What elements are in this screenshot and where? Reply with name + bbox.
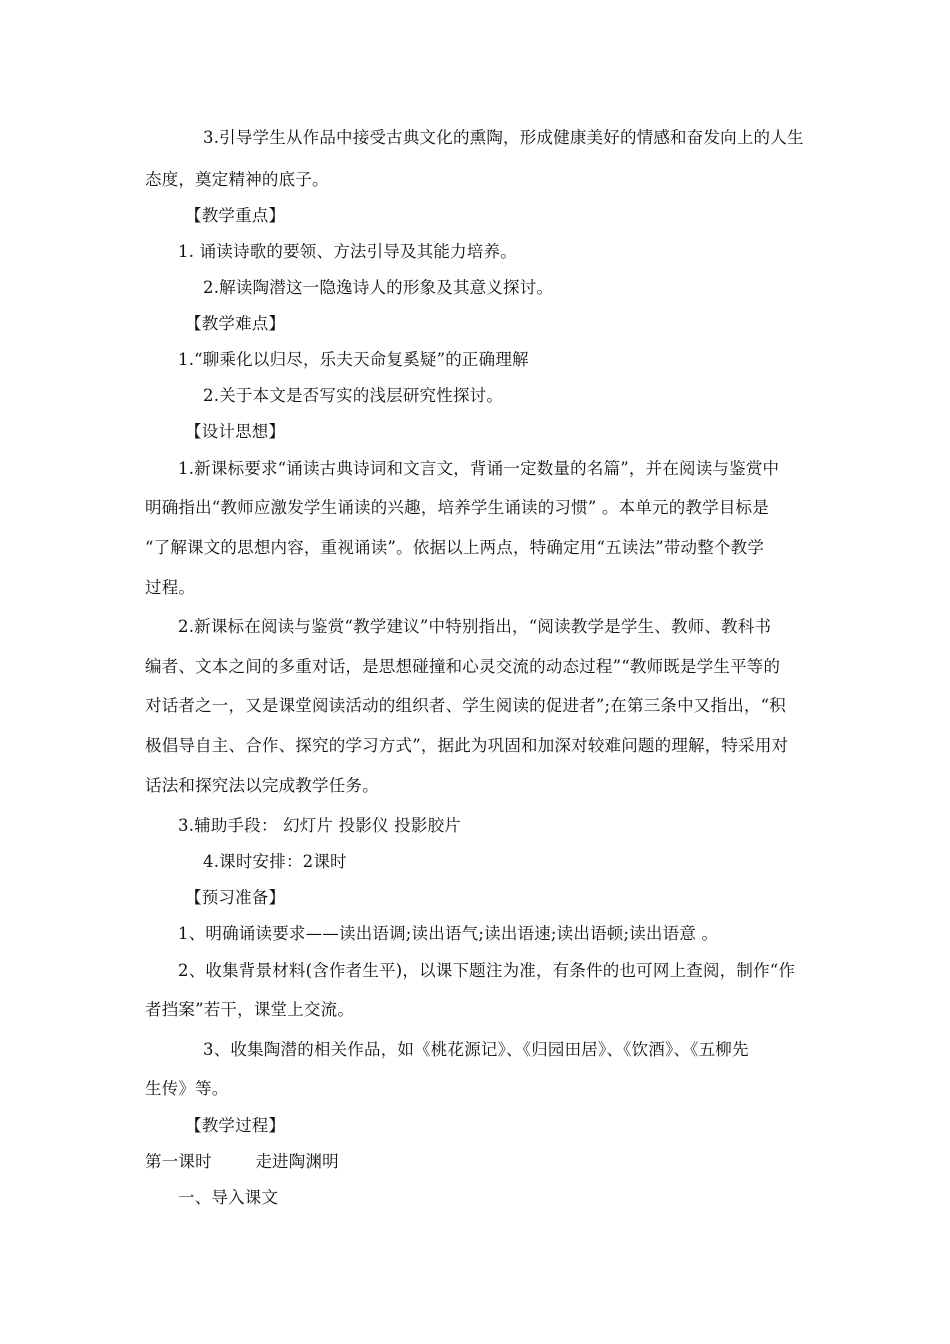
design-1-line-1: 1.新课标要求“诵读古典诗词和文言文，背诵一定数量的名篇”，并在阅读与鉴赏中 — [178, 459, 780, 478]
heading-teaching-process: 【教学过程】 — [185, 1116, 286, 1135]
design-2-line-1: 2.新课标在阅读与鉴赏“教学建议”中特别指出，“阅读教学是学生、教师、教科书 — [178, 617, 772, 636]
preview-2-line-1: 2、收集背景材料(含作者生平)，以课下题注为准，有条件的也可网上查阅，制作“作 — [178, 961, 796, 980]
heading-key-points: 【教学重点】 — [185, 206, 286, 225]
design-2-line-2: 编者、文本之间的多重对话，是思想碰撞和心灵交流的动态过程”“教师既是学生平等的 — [145, 657, 781, 676]
design-1-line-2: 明确指出“教师应激发学生诵读的兴趣，培养学生诵读的习惯” 。本单元的教学目标是 — [145, 498, 769, 517]
design-1-line-3: “了解课文的思想内容，重视诵读”。依据以上两点，特确定用“五读法”带动整个教学 — [145, 538, 765, 557]
design-2-line-5: 话法和探究法以完成教学任务。 — [145, 776, 379, 795]
objective-3-line-2: 态度，奠定精神的底子。 — [145, 170, 329, 189]
section-intro: 一、导入课文 — [178, 1188, 279, 1207]
preview-2-line-2: 者挡案”若干，课堂上交流。 — [145, 1000, 355, 1019]
objective-3-line-1: 3.引导学生从作品中接受古典文化的熏陶，形成健康美好的情感和奋发向上的人生 — [203, 128, 804, 147]
heading-preview: 【预习准备】 — [185, 888, 286, 907]
heading-design-thoughts: 【设计思想】 — [185, 422, 286, 441]
key-point-2: 2.解读陶潜这一隐逸诗人的形象及其意义探讨。 — [203, 278, 554, 297]
difficulty-1: 1.“聊乘化以归尽，乐夫天命复奚疑”的正确理解 — [178, 350, 529, 369]
heading-difficulties: 【教学难点】 — [185, 314, 286, 333]
lesson-1-title: 第一课时 走进陶渊明 — [145, 1152, 339, 1171]
preview-3-line-1: 3、收集陶潜的相关作品，如《桃花源记》、《归园田居》、《饮酒》、《五柳先 — [203, 1040, 749, 1059]
preview-3-line-2: 生传》等。 — [145, 1079, 229, 1098]
design-3: 3.辅助手段： 幻灯片 投影仪 投影胶片 — [178, 816, 461, 835]
design-4: 4.课时安排：2课时 — [203, 852, 347, 871]
difficulty-2: 2.关于本文是否写实的浅层研究性探讨。 — [203, 386, 504, 405]
preview-1: 1、明确诵读要求——读出语调;读出语气;读出语速;读出语顿;读出语意 。 — [178, 924, 719, 943]
key-point-1: 1. 诵读诗歌的要领、方法引导及其能力培养。 — [178, 242, 517, 261]
design-2-line-4: 极倡导自主、合作、探究的学习方式”，据此为巩固和加深对较难问题的理解，特采用对 — [145, 736, 789, 755]
design-1-line-4: 过程。 — [145, 578, 196, 597]
design-2-line-3: 对话者之一，又是课堂阅读活动的组织者、学生阅读的促进者”;在第三条中又指出，“积 — [145, 696, 786, 715]
